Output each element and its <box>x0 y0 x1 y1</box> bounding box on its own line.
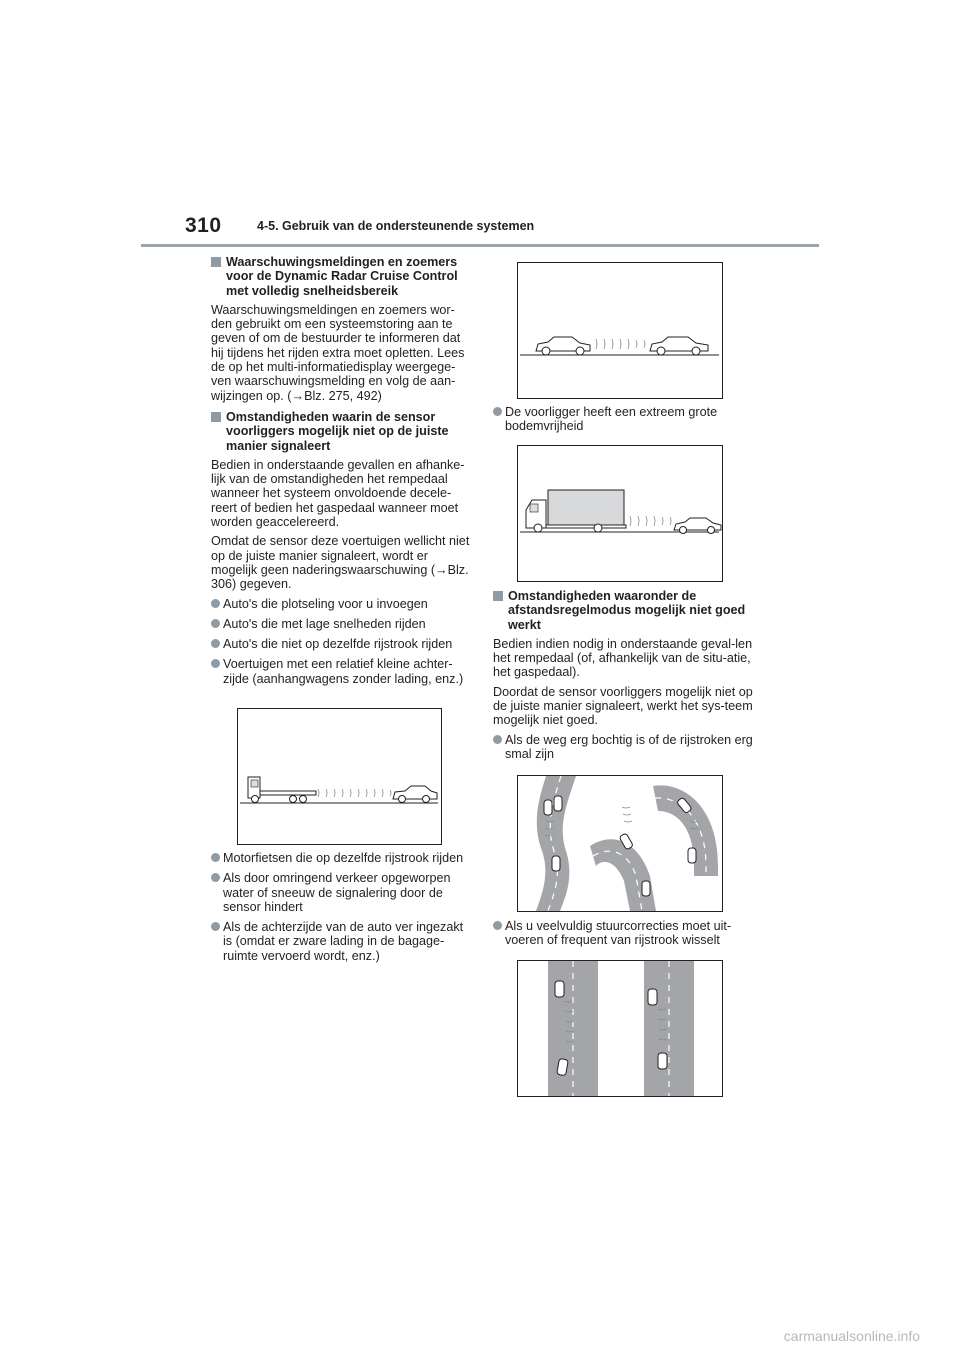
right-column-bottom <box>493 919 755 954</box>
circle-bullet-icon <box>211 853 220 862</box>
curved-road-illustration <box>517 775 723 912</box>
square-bullet-icon <box>211 412 221 422</box>
distance-paragraph-1: Bedien indien nodig in onderstaande geval-len het rempedaal (of, afhankelijk van de situ-atie, het gaspedaal). <box>493 636 753 680</box>
left-column-bottom <box>211 851 473 969</box>
section-heading-distance-mode: Omstandigheden waaronder de afstandsregelmodus mogelijk niet goed werkt <box>493 589 755 632</box>
list-item: De voorligger heeft een extreem grote bodemvrijheid <box>493 405 755 434</box>
square-bullet-icon <box>493 591 503 601</box>
list-item: Als u veelvuldig stuurcorrecties moet uit-voeren of frequent van rijstrook wisselt <box>493 919 755 948</box>
trailer-illustration <box>237 708 442 845</box>
truck-illustration <box>517 445 723 582</box>
watermark: carmanualsonline.info <box>783 1328 920 1344</box>
circle-bullet-icon <box>211 659 220 668</box>
sensor-paragraph-1: Bedien in onderstaande gevallen en afhanke-lijk van de omstandigheden het rempedaal wanneer het systeem onvoldoende decele-reert of bedien het gaspedaal wanneer moet worden geaccelereerd. <box>211 457 465 530</box>
circle-bullet-icon <box>211 639 220 648</box>
list-item: Als de achterzijde van de auto ver ingezakt is (omdat er zware lading in de bagage-ruimte vervoerd wordt, enz.) <box>211 920 473 963</box>
list-item: Als door omringend verkeer opgeworpen water of sneeuw de signalering door de sensor hindert <box>211 871 473 914</box>
sensor-paragraph-2: Omdat de sensor deze voertuigen wellicht niet op de juiste manier signaleert, wordt er mogelijk geen naderingswaarschuwing (→Blz. 306) gegeven. <box>211 534 470 592</box>
page-number: 310 <box>185 214 222 237</box>
left-column-top <box>211 255 473 692</box>
section-heading-sensor: Omstandigheden waarin de sensor voorliggers mogelijk niet op de juiste manier signaleert <box>211 410 473 453</box>
list-item: Motorfietsen die op dezelfde rijstrook rijden <box>211 851 473 865</box>
distance-paragraph-2: Doordat de sensor voorliggers mogelijk niet op de juiste manier signaleert, werkt het sys-teem mogelijk niet goed. <box>493 684 753 728</box>
header-rule <box>141 244 819 247</box>
list-item: Auto's die met lage snelheden rijden <box>211 617 473 631</box>
lane-change-illustration <box>517 960 723 1097</box>
warnings-paragraph: Waarschuwingsmeldingen en zoemers wor-den gebruikt om een systeemstoring aan te geven of om de bestuurder te informeren dat hij tijdens het rijden extra moet opletten. Lees de op het multi-informatiedisplay weergege-ven waarschuwingsmelding en volg de aan-wijzingen op. (→Blz. 275, 492) <box>211 302 465 403</box>
circle-bullet-icon <box>211 599 220 608</box>
circle-bullet-icon <box>211 922 220 931</box>
circle-bullet-icon <box>493 921 502 930</box>
section-heading-warnings: Waarschuwingsmeldingen en zoemers voor de Dynamic Radar Cruise Control met volledig snelheidsbereik <box>211 255 473 298</box>
list-item: Auto's die niet op dezelfde rijstrook rijden <box>211 637 473 651</box>
circle-bullet-icon <box>493 407 502 416</box>
circle-bullet-icon <box>211 619 220 628</box>
sedan-pair-illustration <box>517 262 723 399</box>
square-bullet-icon <box>211 257 221 267</box>
list-item: Als de weg erg bochtig is of de rijstroken erg smal zijn <box>493 733 755 762</box>
circle-bullet-icon <box>211 873 220 882</box>
circle-bullet-icon <box>493 735 502 744</box>
chapter-title: 4-5. Gebruik van de ondersteunende systemen <box>257 219 535 233</box>
list-item: Auto's die plotseling voor u invoegen <box>211 597 473 611</box>
right-column-clearance <box>493 405 755 440</box>
list-item: Voertuigen met een relatief kleine achter-zijde (aanhangwagens zonder lading, enz.) <box>211 657 473 686</box>
right-column-middle <box>493 589 755 767</box>
